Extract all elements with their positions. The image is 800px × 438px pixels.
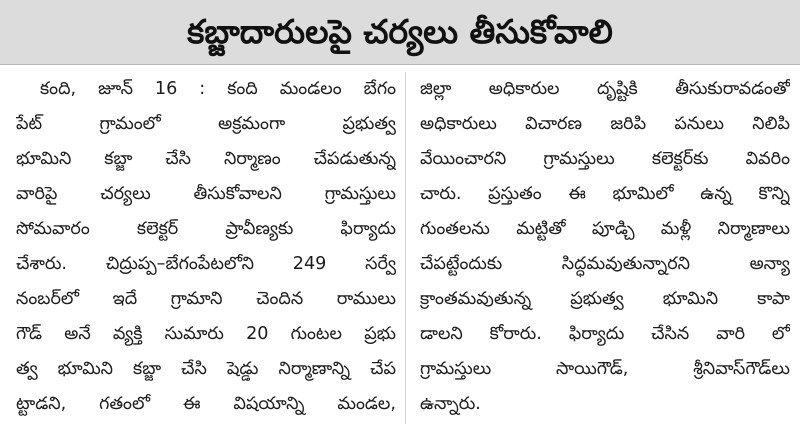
- article-line: చేశారు. చిద్రుప్ప–బేగంపేటలోని 249 సర్వే: [16, 254, 396, 274]
- article-line: నంబర్‌లో ఇదే గ్రామాని చెందిన రాములు: [16, 289, 396, 309]
- headline: కబ్జాదారులపై చర్యలు తీసుకోవాలి: [187, 12, 613, 51]
- column-divider: [405, 72, 406, 424]
- article-line: ట్టాడని, గతంలో ఈ విషయాన్ని మండల,: [16, 394, 396, 414]
- article-line: డాలని కోరారు. ఫిర్యాదు చేసిన వారి లో: [420, 324, 790, 344]
- article-line: గౌడ్ అనే వ్యక్తి సుమారు 20 గుంటల ప్రభు: [16, 324, 396, 344]
- article-line: చేపట్టేందుకు సిద్ధమవుతున్నారని అన్యా: [420, 254, 790, 274]
- article-line: జిల్లా అధికారుల దృష్టికి తీసుకురావడంతో: [420, 79, 790, 99]
- article-left-column: [16, 74, 396, 424]
- article-line: అధికారులు విచారణ జరిపి పనులు నిలిపి: [420, 114, 790, 134]
- article-line: క్రాంతమవుతున్న ప్రభుత్వ భూమిని కాపా: [420, 289, 790, 309]
- article-line: వారిపై చర్యలు తీసుకోవాలని గ్రామస్తులు: [16, 184, 396, 204]
- article-line: భూమిని కబ్జా చేసి నిర్మాణం చేపడుతున్న: [16, 149, 396, 169]
- article-right-column: [420, 74, 790, 424]
- article-line: పేట్ గ్రామంలో అక్రమంగా ప్రభుత్వ: [16, 114, 396, 134]
- article-line: చారు. ప్రస్తుతం ఈ భూమిలో ఉన్న కొన్ని: [420, 184, 790, 204]
- article-line: సోమవారం కలెక్టర్ ప్రావీణ్యకు ఫిర్యాదు: [16, 219, 396, 239]
- article-line: కంది, జూన్ 16 : కంది మండలం బేగం: [40, 79, 396, 99]
- article-line: త్వ భూమిని కబ్జా చేసి షెడ్డు నిర్మాణాన్ని చేప: [16, 359, 396, 379]
- article-line: వేయించారని గ్రామస్తులు కలెక్టర్‌కు వివరిం: [420, 149, 790, 169]
- article-line: గ్రామస్తులు సాయిగౌడ్, శ్రీనివాస్‌గౌడ్‌లు: [420, 359, 790, 379]
- article-line: ఉన్నారు.: [420, 394, 481, 414]
- article-line: గుంతలను మట్టితో పూడ్చి మళ్లీ నిర్మాణాలు: [420, 219, 790, 239]
